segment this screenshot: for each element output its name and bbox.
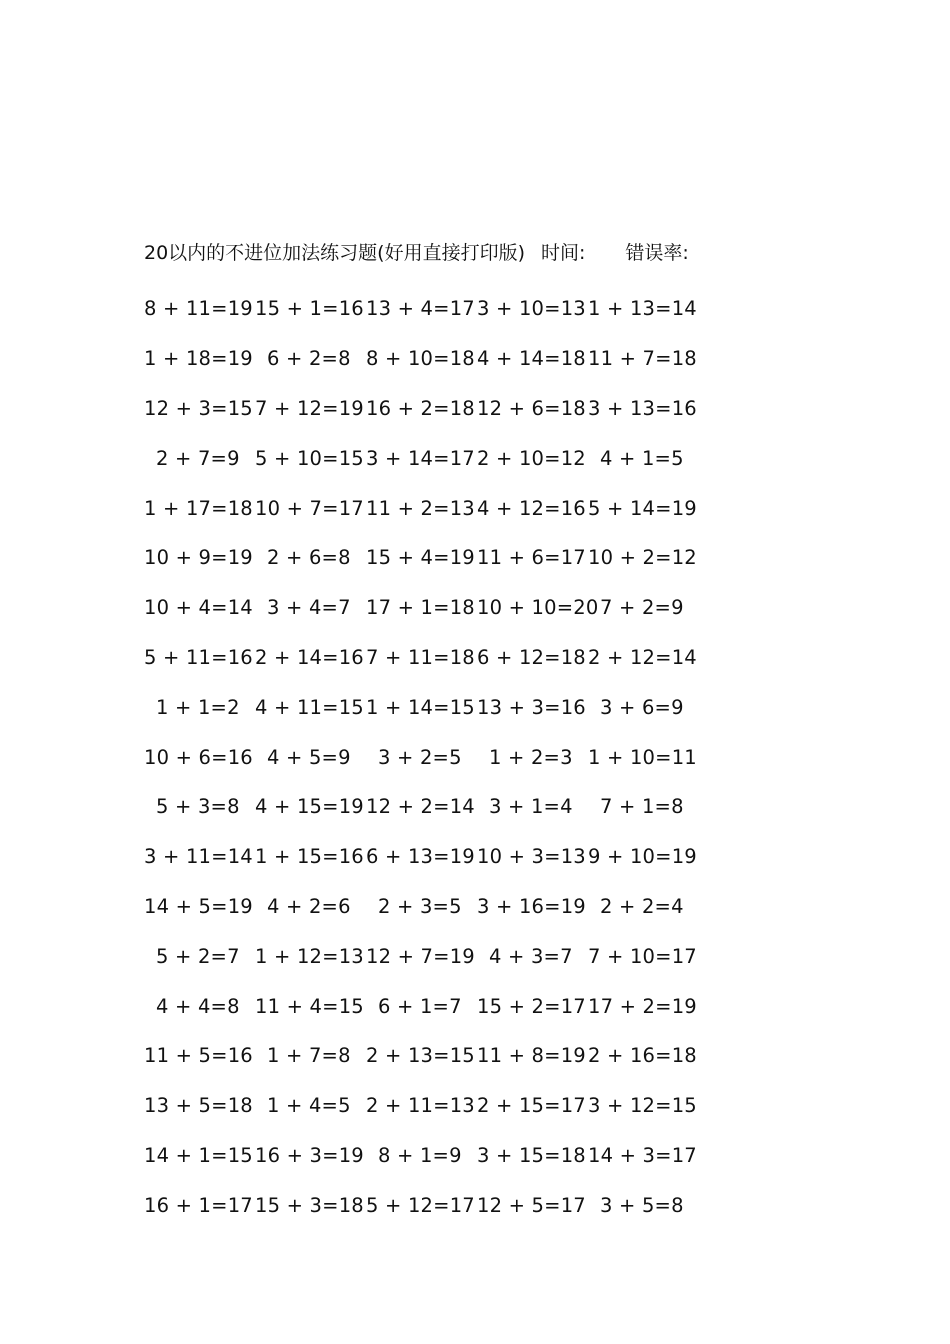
addition-problem: 11 + 5=16	[144, 1044, 253, 1068]
worksheet-title: 20以内的不进位加法练习题(好用直接打印版)	[144, 241, 526, 264]
addition-problem: 1 + 17=18	[144, 496, 253, 520]
addition-problem: 5 + 2=7	[156, 944, 240, 968]
problem-row	[144, 533, 704, 583]
addition-problem: 11 + 2=13	[366, 496, 475, 520]
addition-problem: 16 + 1=17	[144, 1193, 253, 1217]
addition-problem: 4 + 1=5	[600, 446, 684, 470]
addition-problem: 1 + 14=15	[366, 695, 475, 719]
addition-problem: 4 + 11=15	[255, 695, 364, 719]
addition-problem: 4 + 3=7	[489, 944, 573, 968]
addition-problem: 4 + 12=16	[477, 496, 586, 520]
addition-problem: 12 + 7=19	[366, 944, 475, 968]
addition-problem: 2 + 14=16	[255, 645, 364, 669]
addition-problem: 17 + 2=19	[588, 994, 697, 1018]
addition-problem: 11 + 4=15	[255, 994, 364, 1018]
addition-problem: 15 + 2=17	[477, 994, 586, 1018]
addition-problem: 3 + 5=8	[600, 1193, 684, 1217]
addition-problem: 2 + 16=18	[588, 1044, 697, 1068]
addition-problem: 15 + 1=16	[255, 297, 364, 321]
addition-problem: 1 + 1=2	[156, 695, 240, 719]
addition-problem: 7 + 2=9	[600, 596, 684, 620]
addition-problem: 11 + 7=18	[588, 347, 697, 371]
addition-problem: 7 + 10=17	[588, 944, 697, 968]
problem-row	[144, 882, 704, 932]
addition-problem: 15 + 3=18	[255, 1193, 364, 1217]
addition-problem: 6 + 1=7	[378, 994, 462, 1018]
addition-problem: 1 + 12=13	[255, 944, 364, 968]
addition-problem: 2 + 13=15	[366, 1044, 475, 1068]
addition-problem: 1 + 13=14	[588, 297, 697, 321]
addition-problem: 10 + 2=12	[588, 546, 697, 570]
addition-problem: 2 + 3=5	[378, 894, 462, 918]
addition-problem: 4 + 5=9	[267, 745, 351, 769]
problem-row	[144, 981, 704, 1031]
addition-problem: 1 + 7=8	[267, 1044, 351, 1068]
addition-problem: 1 + 10=11	[588, 745, 697, 769]
addition-problem: 1 + 4=5	[267, 1094, 351, 1118]
addition-problem: 16 + 3=19	[255, 1143, 364, 1167]
addition-problem: 8 + 1=9	[378, 1143, 462, 1167]
addition-problem: 7 + 11=18	[366, 645, 475, 669]
addition-problem: 3 + 15=18	[477, 1143, 586, 1167]
problem-row	[144, 633, 704, 683]
addition-problem: 1 + 18=19	[144, 347, 253, 371]
addition-problem: 3 + 2=5	[378, 745, 462, 769]
addition-problem: 2 + 2=4	[600, 894, 684, 918]
addition-problem: 3 + 12=15	[588, 1094, 697, 1118]
problem-row	[144, 931, 704, 981]
addition-problem: 3 + 14=17	[366, 446, 475, 470]
addition-problem: 5 + 11=16	[144, 645, 253, 669]
problem-row	[144, 384, 704, 434]
addition-problem: 3 + 13=16	[588, 396, 697, 420]
time-label: 时间:	[541, 241, 586, 264]
addition-problem: 8 + 10=18	[366, 347, 475, 371]
addition-problem: 5 + 12=17	[366, 1193, 475, 1217]
addition-problem: 2 + 11=13	[366, 1094, 475, 1118]
problem-row	[144, 782, 704, 832]
addition-problem: 10 + 7=17	[255, 496, 364, 520]
addition-problem: 3 + 16=19	[477, 894, 586, 918]
addition-problem: 5 + 3=8	[156, 795, 240, 819]
addition-problem: 14 + 1=15	[144, 1143, 253, 1167]
addition-problem: 2 + 7=9	[156, 446, 240, 470]
problem-row	[144, 583, 704, 633]
addition-problem: 12 + 5=17	[477, 1193, 586, 1217]
addition-problem: 3 + 6=9	[600, 695, 684, 719]
addition-problem: 13 + 3=16	[477, 695, 586, 719]
addition-problem: 10 + 3=13	[477, 845, 586, 869]
addition-problem: 15 + 4=19	[366, 546, 475, 570]
addition-problem: 6 + 12=18	[477, 645, 586, 669]
addition-problem: 5 + 10=15	[255, 446, 364, 470]
addition-problem: 3 + 4=7	[267, 596, 351, 620]
addition-problem: 4 + 15=19	[255, 795, 364, 819]
addition-problem: 10 + 10=20	[477, 596, 599, 620]
error-rate-label: 错误率:	[625, 241, 689, 264]
addition-problem: 6 + 2=8	[267, 347, 351, 371]
addition-problem: 1 + 2=3	[489, 745, 573, 769]
addition-problem: 3 + 1=4	[489, 795, 573, 819]
addition-problem: 16 + 2=18	[366, 396, 475, 420]
addition-problem: 8 + 11=19	[144, 297, 253, 321]
worksheet-header	[144, 236, 689, 266]
addition-problem: 12 + 6=18	[477, 396, 586, 420]
addition-problem: 4 + 2=6	[267, 894, 351, 918]
problem-row	[144, 334, 704, 384]
problem-row	[144, 483, 704, 533]
addition-problem: 4 + 14=18	[477, 347, 586, 371]
addition-problem: 11 + 8=19	[477, 1044, 586, 1068]
addition-problem: 4 + 4=8	[156, 994, 240, 1018]
addition-problem: 12 + 2=14	[366, 795, 475, 819]
addition-problem: 2 + 12=14	[588, 645, 697, 669]
addition-problem: 3 + 10=13	[477, 297, 586, 321]
problem-row	[144, 1031, 704, 1081]
addition-problem: 2 + 15=17	[477, 1094, 586, 1118]
problem-row	[144, 1081, 704, 1131]
addition-problem: 3 + 11=14	[144, 845, 253, 869]
problem-row	[144, 832, 704, 882]
problem-grid	[144, 284, 704, 1230]
problem-row	[144, 1180, 704, 1230]
addition-problem: 2 + 10=12	[477, 446, 586, 470]
addition-problem: 11 + 6=17	[477, 546, 586, 570]
addition-problem: 17 + 1=18	[366, 596, 475, 620]
problem-row	[144, 682, 704, 732]
addition-problem: 5 + 14=19	[588, 496, 697, 520]
problem-row	[144, 433, 704, 483]
addition-problem: 7 + 1=8	[600, 795, 684, 819]
addition-problem: 9 + 10=19	[588, 845, 697, 869]
addition-problem: 12 + 3=15	[144, 396, 253, 420]
addition-problem: 13 + 5=18	[144, 1094, 253, 1118]
problem-row	[144, 284, 704, 334]
addition-problem: 13 + 4=17	[366, 297, 475, 321]
addition-problem: 10 + 4=14	[144, 596, 253, 620]
problem-row	[144, 1131, 704, 1181]
addition-problem: 10 + 6=16	[144, 745, 253, 769]
addition-problem: 14 + 5=19	[144, 894, 253, 918]
addition-problem: 7 + 12=19	[255, 396, 364, 420]
problem-row	[144, 732, 704, 782]
addition-problem: 10 + 9=19	[144, 546, 253, 570]
addition-problem: 2 + 6=8	[267, 546, 351, 570]
addition-problem: 1 + 15=16	[255, 845, 364, 869]
addition-problem: 6 + 13=19	[366, 845, 475, 869]
addition-problem: 14 + 3=17	[588, 1143, 697, 1167]
